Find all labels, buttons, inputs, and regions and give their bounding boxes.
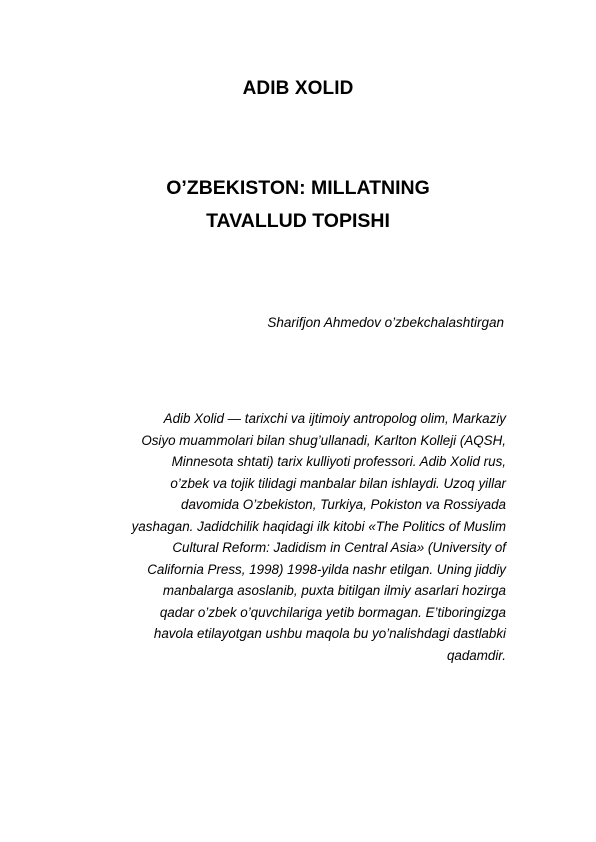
- abstract-line: California Press, 1998) 1998-yilda nashr etilgan. Uning jiddiy: [147, 561, 506, 577]
- abstract-line: qadamdir.: [446, 647, 506, 663]
- abstract-line: yashagan. Jadidchilik haqidagi ilk kitobi «The Politics of Muslim: [131, 518, 506, 534]
- translator-credit: Sharifjon Ahmedov o’zbekchalashtirgan: [267, 315, 504, 330]
- author-abstract: [92, 408, 506, 666]
- document-title: [60, 172, 536, 238]
- abstract-line: qadar o’zbek o’quvchilariga yetib bormagan. E’tiboringizga: [159, 604, 506, 620]
- abstract-line: Cultural Reform: Jadidism in Central Asia» (University of: [172, 540, 506, 555]
- abstract-line: davomida O’zbekiston, Turkiya, Pokiston va Rossiyada: [181, 497, 506, 512]
- abstract-line: Minnesota shtati) tarix kulliyoti professori. Adib Xolid rus,: [171, 454, 506, 469]
- abstract-line: o’zbek va tojik tilidagi manbalar bilan ishlaydi. Uzoq yillar: [170, 475, 506, 491]
- abstract-line: Adib Xolid — tarixchi va ijtimoiy antropolog olim, Markaziy: [163, 411, 506, 426]
- abstract-line: havola etilayotgan ushbu maqola bu yo’nalishdagi dastlabki: [153, 626, 506, 641]
- title-line-2: TAVALLUD TOPISHI: [206, 210, 390, 232]
- abstract-line: manbalarga asoslanib, puxta bitilgan ilmiy asarlari hozirga: [162, 583, 506, 598]
- title-line-1: O’ZBEKISTON: MILLATNING: [166, 177, 430, 199]
- abstract-line: Osiyo muammolari bilan shug’ullanadi, Karlton Kolleji (AQSH,: [141, 432, 506, 448]
- author-name: ADIB XOLID: [242, 78, 354, 99]
